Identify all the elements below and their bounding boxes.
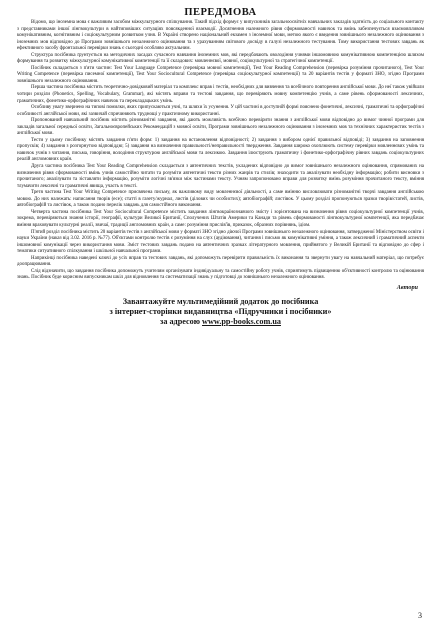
website-link[interactable]: www.pp-books.com.ua bbox=[202, 316, 281, 326]
promo-line: Завантажуйте мультимедійний додаток до посібника bbox=[122, 296, 319, 306]
paragraph: Особливу увагу звернено на типові помилки, яких припускаються учні, та шляхи їх усунення. У цій частині в доступній формі пояснено фонетичні, лексичні, граматичні та орфографічні особливості англійської мови, які зазвичай спричиняють труднощі у практичному використанні. bbox=[17, 105, 424, 117]
promo-block bbox=[17, 297, 424, 327]
paragraph: Друга частина посібника Test Your Reading Comprehension складається з автентичних текстів, укладених відповідно до вимог зовнішнього незалежного оцінювання, спрямованих на визначення рівня сформованості вмінь учнів самостійно читати та розуміти автентичні тексти різних жанрів та стилів; знаходити та аналізувати необхідну інформацію; робити висновки з прочитаного; аналізувати та зіставляти інформацію, розуміти логічні зв'язки між частинами тексту. Учням запропоновано вправи для розвитку вмінь розуміння прочитаного тексту, вміння тлумачити лексичні та граматичні явища, участь в тексті. bbox=[17, 164, 424, 189]
page-title: ПЕРЕДМОВА bbox=[184, 7, 257, 18]
paragraph: Наприкінці посібника наведені ключі до усіх вправ та тестових завдань, які допоможуть перевірити правильність їх виконання та звернути увагу на навчальний матеріал, що потребує доопрацювання. bbox=[17, 255, 424, 268]
paragraph: Третя частина Test Your Writing Competence присвячена письму, як важливому виду мовленнєвої діяльності, а саме вмінню висловлювати різноманітні творчі завдання англійською мовою. До них належать: написання творів (есе); статті в газету/журнал, листів (ділових чи особистих); автобіографій; листівок. У цьому розділі пропонуються зразки творів/статей, листів, автобіографій та листівок, а також подано перелік завдань для самостійного виконання. bbox=[17, 190, 424, 209]
promo-prefix: за адресою bbox=[160, 316, 203, 326]
signature: Автори bbox=[396, 283, 418, 291]
paragraph: Перша частина посібника містить теоретично-довідковий матеріал та комплекс вправ і тестів, необхідних для вивчення та всебічного повторення англійської мови. До неї також увійшли чотири розділи (Phonetics, Spelling, Vocabulary, Grammar), які містять вправи та тестові завдання, що перевіряють мовну компетенцію учнів, а саме рівень сформованості лексичних, граматичних, фонетико-орфографічних навичок та перекладацьких умінь. bbox=[17, 85, 424, 104]
promo-line: з інтернет-сторінки видавництва «Підручники і посібники» bbox=[109, 306, 332, 316]
paragraph: Структура посібника ґрунтується на методичних засадах сучасного навчання іноземних мов, які передбачають оволодіння учнями іншомовною комунікативною компетенцією шляхом формування та розвитку міжкультурної комунікативної компетенції та її складових: мовленнєвої, мовної, соціокультурної та стратегічної компетенції. bbox=[17, 52, 424, 65]
paragraph: Слід відзначити, що завдання посібника допоможуть учителям організувати індивідуальну та самостійну роботу учнів, сприятимуть підвищенню об'єктивності контролю та оцінювання знань. Посібник буде корисним випускникам шкіл для відновлення та систематизації знань у підготовці до зовнішнього незалежного оцінювання. bbox=[17, 268, 424, 281]
paragraph: Посібник складається з п'яти частин: Test Your Language Competence (перевірка мовної компетенції), Test Your Reading Comprehension (перевірка розуміння прочитаного), Test Your Writing Competence (перевірка писемної компетенції), Test Your Sociocultural Competence (перевірка соціокультурної компетенції) та 20 варіантів тестів у форматі ЗНО, згідно Програми зовнішнього незалежного оцінювання. bbox=[17, 65, 424, 84]
promo-line bbox=[17, 317, 424, 327]
page-number: 3 bbox=[418, 611, 422, 620]
paragraph: Пропонований навчальний посібник містить різноманітні завдання, які дають можливість всебічно перевірити знання з англійської мови відповідно до вимог чинної програми для закладів загальної середньої освіти, Загальноєвропейських Рекомендацій з мовної освіти, Програми зовнішнього незалежного оцінювання з іноземних мов та технічних характеристик тестів з англійської мови. bbox=[17, 118, 424, 137]
preface-body bbox=[17, 20, 424, 282]
paragraph: П'ятий розділ посібника містить 20 варіантів тестів з англійської мови у форматі ЗНО згідно діючої Програми зовнішнього незалежного оцінювання, затвердженої Міністерством освіти і науки України (наказ від 3.02. 2016 р. №77). Об'єктами контролю тестів є розуміння на слух (аудіювання), читання і письмо як комунікативні уміння, а також лексичний і граматичний аспекти іншомовної комунікації через використання мови. Зміст тестових завдань подано на автентичних зразках літературного мовлення, прийнятого у Великій Британії та відповідно до сфер і тематики ситуативного спілкування і шкільної навчальної програми. bbox=[17, 229, 424, 255]
paragraph: Відомо, що іноземна мова є важливим засобом міжкультурного спілкування. Такий підхід формує у випускників загальноосвітніх навчальних закладів здатність до соціального контакту з представниками іншої лінгвокультури в найтиповіших ситуаціях повсякденної взаємодії. Досягнення належного рівня сформованості навичок та вмінь забезпечується взаємовпливом комунікативним, когнітивним і соціокультурним розвитком учня. В Україні створено національний екзамен з іноземної мови, метою якого є введення зовнішнього незалежного оцінювання з іноземних мов відповідно до Програми зовнішнього незалежного оцінювання та з урахуванням світового досвіду в галузі незалежного тестування. Тому використання тестових завдань як ефективного засобу фронтальної перевірки знань є сьогодні особливо актуальним. bbox=[17, 20, 424, 52]
paragraph: Четверта частина посібника Test Your Sociocultural Competence містить завдання лінгвокраїнознавчого змісту і зорієнтована на визначення рівня соціокультурної компетенції учнів, зокрема, перевіряються знання історії, географії, культури Великої Британії, Сполучених Штатів Америки та Канади та рівень сформованості лінгвокультурної компетенції, яка передбачає вміння враховувати культурні реалії, звичаї, традиції англомовних країн, а саме: розуміння прислів'їв, приказок, образних порівнянь, ідіом. bbox=[17, 209, 424, 228]
paragraph: Тести у цьому посібнику містять завдання п'яти форм: 1) завдання на встановлення відповідності; 2) завдання з вибором однієї правильної відповіді; 3) завдання на заповнення пропусків; 4) завдання з розгорнутою відповіддю; 5) завдання на визначення правильності/неправильності твердження. Завдання широко охоплюють систему перевірки мовленнєвих умінь та навичок учнів з читання, письма, говоріння, володіння структурою англійської мови та лексикою. Завдання ілюструють граматичну і фонетико-орфографічну рівних завдань соціокультурних реалій англомовних країн. bbox=[17, 137, 424, 163]
